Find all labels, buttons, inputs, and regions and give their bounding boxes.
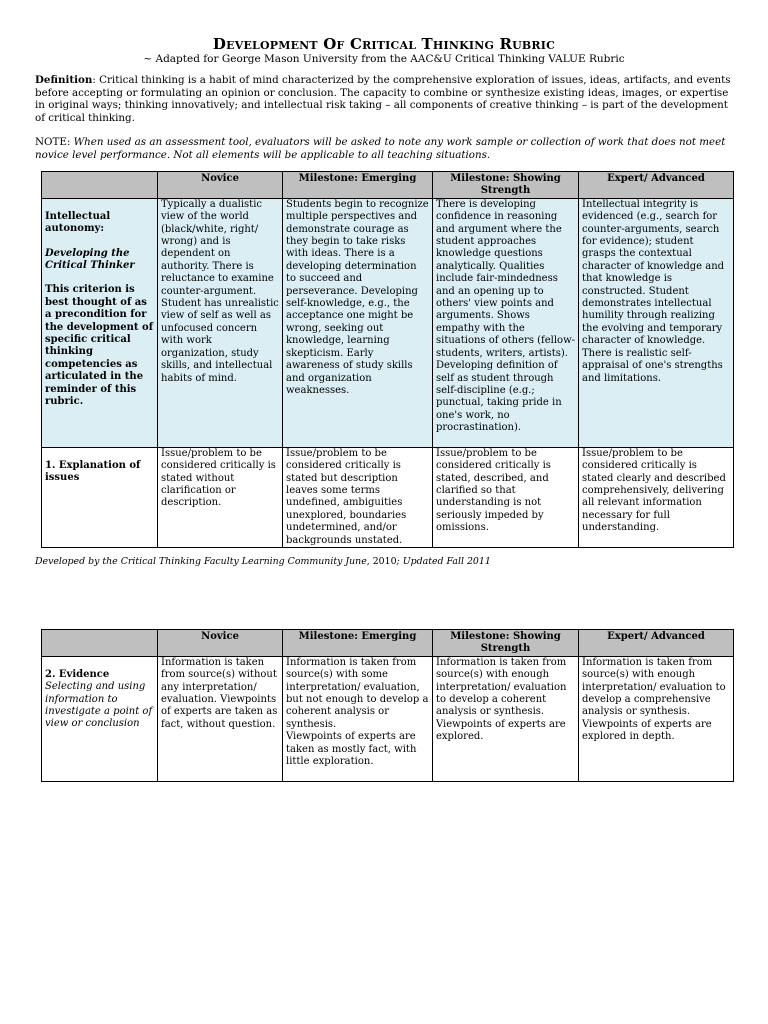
table-row-intellectual-autonomy — [42, 198, 734, 447]
cell-emerging: Issue/problem to be considered critically is stated but description leaves some terms undefined, ambiguities unexplored, boundaries undetermined, and/or backgrounds unstated. — [283, 447, 433, 547]
header-expert: Expert/ Advanced — [579, 172, 734, 199]
criterion-name: 2. Evidence — [45, 668, 110, 680]
cell-showing-strength: There is developing confidence in reasoning and argument where the student approaches knowledge questions analytically. Qualities include fair-mindedness and an opening up to others' view points and arguments. Shows empathy with the situations of others (fellow- students, writers, artists). Developing definition of self as student through self-discipline (e.g.; punctual, taking pride in one's work, no procrastination). — [433, 198, 579, 447]
header-showing-strength: Milestone: Showing Strength — [433, 172, 579, 199]
criterion-name: Intellectual autonomy: — [45, 210, 111, 235]
definition-text: : Critical thinking is a habit of mind characterized by the comprehensive exploration of issues, ideas, artifacts, and events before accepting or formulating an opinion or conclusion. The capacity to combine or synthesize existing ideas, images, or expertise in original ways; thinking innovatively; and intellectual risk taking – all components of creative thinking – is part of the development of critical thinking. — [35, 74, 731, 124]
table-row-evidence — [42, 656, 734, 781]
cell-expert: Issue/problem to be considered critically is stated clearly and described comprehensively, delivering all relevant information necessary for full understanding. — [579, 447, 734, 547]
header-novice: Novice — [158, 630, 283, 657]
cell-showing-strength: Information is taken from source(s) with enough interpretation/ evaluation to develop a coherent analysis or synthesis. Viewpoints of experts are explored. — [433, 656, 579, 781]
cell-showing-strength: Issue/problem to be considered critically is stated, described, and clarified so that understanding is not seriously impeded by omissions. — [433, 447, 579, 547]
page-title: Development Of Critical Thinking Rubric — [212, 35, 556, 53]
header-novice: Novice — [158, 172, 283, 199]
criterion-cell — [42, 198, 158, 447]
header-expert: Expert/ Advanced — [579, 630, 734, 657]
rubric-table-2 — [41, 629, 734, 782]
cell-emerging: Students begin to recognize multiple perspectives and demonstrate courage as they begin to take risks with ideas. There is a developing determination to succeed and perseverance. Developing self-knowledge, e.g., the acceptance one might be wrong, seeking out knowledge, learning skepticism. Early awareness of study skills and organization weaknesses. — [283, 198, 433, 447]
cell-novice: Information is taken from source(s) without any interpretation/ evaluation. Viewpoints of experts are taken as fact, without question. — [158, 656, 283, 781]
cell-expert: Intellectual integrity is evidenced (e.g., search for counter-arguments, search for evidence); student grasps the contextual character of knowledge and that knowledge is constructed. Student demonstrates intellectual humility through realizing the evolving and temporary character of knowledge. There is realistic self-appraisal of one's strengths and limitations. — [579, 198, 734, 447]
rubric-table-1 — [41, 171, 734, 548]
table-row-explanation-of-issues — [42, 447, 734, 547]
criterion-cell — [42, 447, 158, 547]
table-header-row — [42, 630, 734, 657]
footer-part-1: Developed by the Critical Thinking Faculty Learning Community June — [35, 556, 367, 567]
footer-credit — [35, 556, 735, 567]
criterion-cell — [42, 656, 158, 781]
header-blank-cell — [42, 172, 158, 199]
definition-paragraph — [35, 74, 735, 124]
header-showing-strength: Milestone: Showing Strength — [433, 630, 579, 657]
header-blank-cell — [42, 630, 158, 657]
header-emerging: Milestone: Emerging — [283, 630, 433, 657]
cell-emerging: Information is taken from source(s) with some interpretation/ evaluation, but not enough to develop a coherent analysis or synthesis. Viewpoints of experts are taken as mostly fact, with little exploration. — [283, 656, 433, 781]
note-label: NOTE: — [35, 136, 74, 148]
note-paragraph — [35, 136, 735, 161]
table-header-row — [42, 172, 734, 199]
criterion-description: This criterion is best thought of as a precondition for the development of specific critical thinking competencies as articulated in the reminder of this rubric. — [45, 284, 154, 408]
criterion-description: Selecting and using information to investigate a point of view or conclusion — [45, 681, 153, 730]
footer-part-3: ; Updated Fall 2011 — [396, 556, 491, 567]
note-text: When used as an assessment tool, evaluators will be asked to note any work sample or collection of work that does not meet novice level performance. Not all elements will be applicable to all teaching situations. — [35, 136, 726, 161]
cell-expert: Information is taken from source(s) with enough interpretation/ evaluation to develop a comprehensive analysis or synthesis. Viewpoints of experts are explored in depth. — [579, 656, 734, 781]
criterion-name: 1. Explanation of issues — [45, 459, 141, 484]
page-subtitle: ~ Adapted for George Mason University from the AAC&U Critical Thinking VALUE Rubric — [143, 53, 625, 65]
footer-part-2: , 2010 — [366, 556, 397, 567]
definition-label: Definition — [35, 74, 93, 86]
criterion-subtitle: Developing the Critical Thinker — [45, 247, 135, 272]
cell-novice: Issue/problem to be considered critically is stated without clarification or description. — [158, 447, 283, 547]
header-emerging: Milestone: Emerging — [283, 172, 433, 199]
cell-novice: Typically a dualistic view of the world (black/white, right/ wrong) and is dependent on authority. There is reluctance to examine counter-argument. Student has unrealistic view of self as well as unfocused concern with work organization, study skills, and intellectual habits of mind. — [158, 198, 283, 447]
